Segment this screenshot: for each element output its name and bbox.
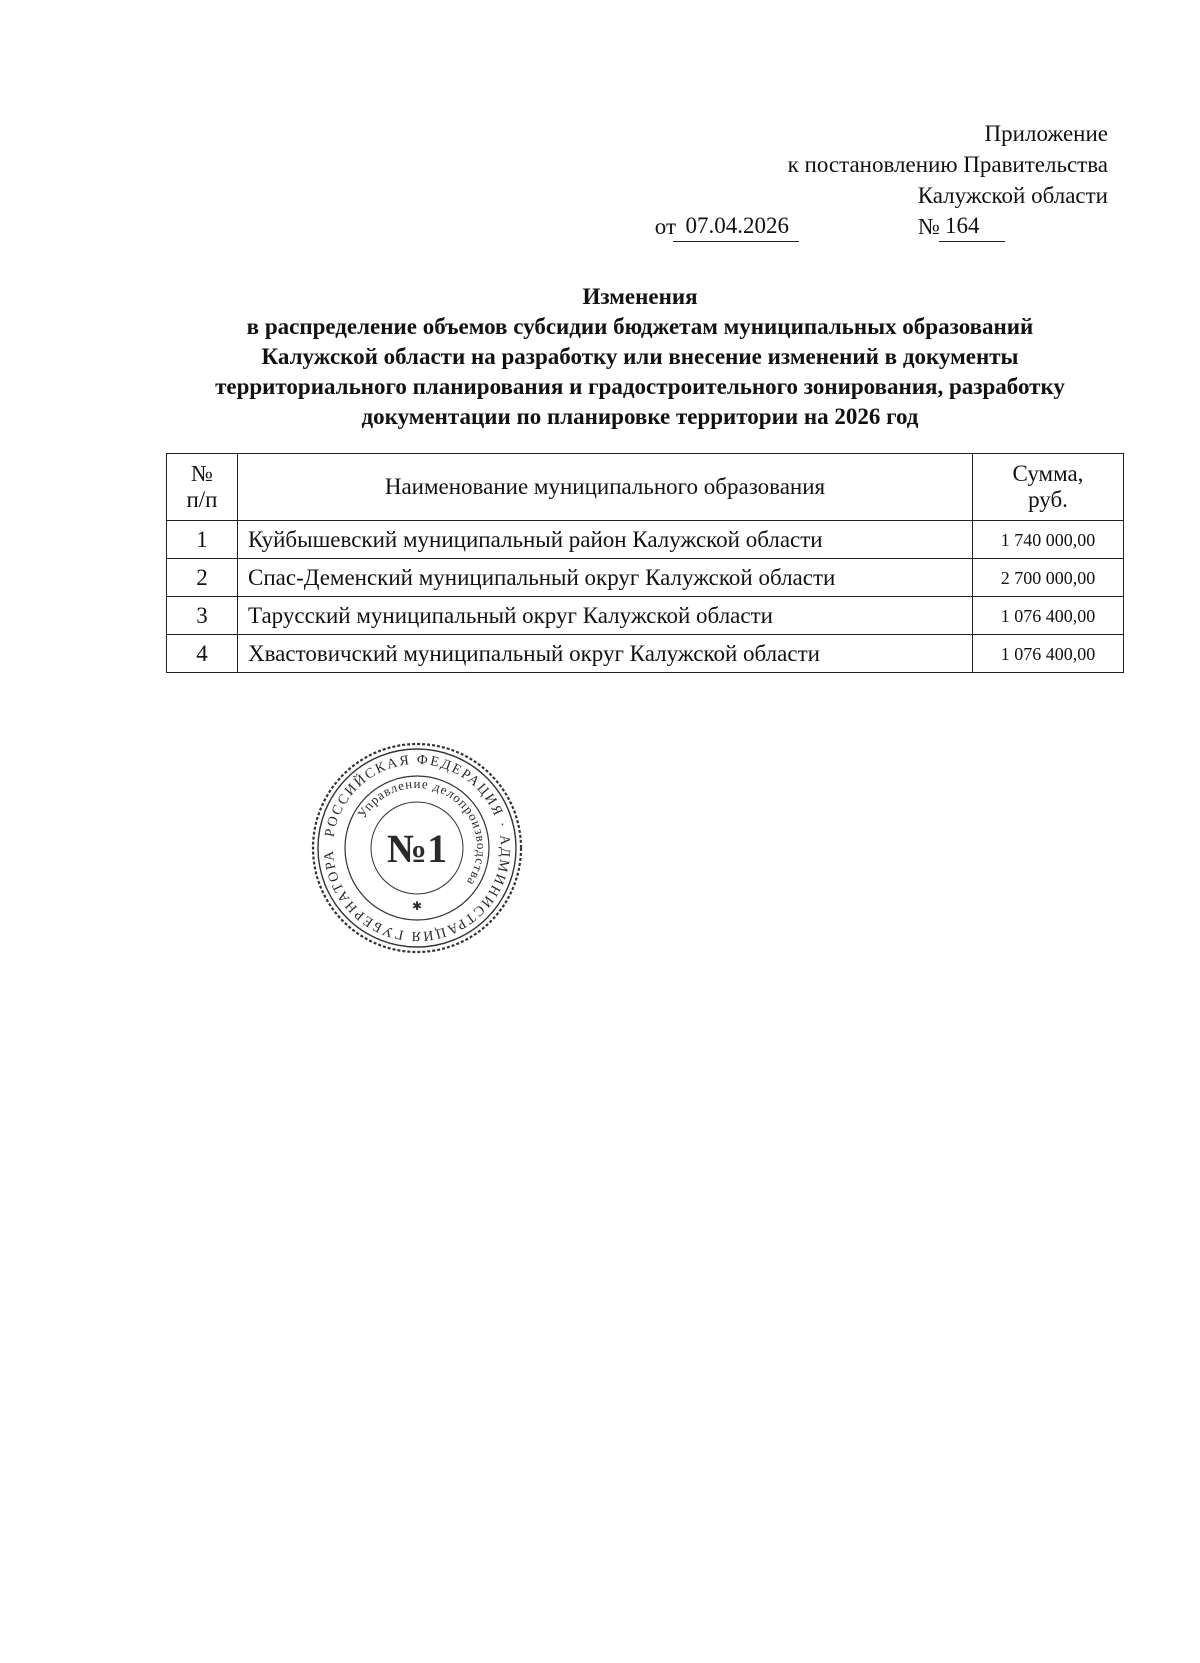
seal-star-icon: ✱ — [411, 899, 423, 913]
official-seal — [309, 740, 525, 956]
header-number-line-1: № — [191, 461, 213, 486]
header-sum — [973, 454, 1124, 521]
title-line-3: Калужской области на разработку или внесение изменений в документы — [261, 344, 1019, 369]
seal-center-number: №1 — [386, 826, 448, 871]
header-number-line-2: п/п — [186, 487, 218, 512]
row-sum: 1 740 000,00 — [973, 521, 1124, 559]
appendix-line-3: Калужской области — [917, 183, 1108, 208]
from-label: от — [654, 214, 676, 239]
row-name: Куйбышевский муниципальный район Калужской области — [238, 521, 973, 559]
row-name: Тарусский муниципальный округ Калужской области — [238, 597, 973, 635]
appendix-line-1: Приложение — [984, 121, 1108, 146]
document-title — [160, 282, 1120, 432]
seal-inner-text: Управление делопроизводства — [354, 775, 490, 890]
header-sum-line-2: руб. — [1028, 487, 1068, 512]
header-name: Наименование муниципального образования — [238, 454, 973, 521]
title-line-2: в распределение объемов субсидии бюджетам муниципальных образований — [246, 314, 1034, 339]
row-name: Спас-Деменский муниципальный округ Калужской области — [238, 559, 973, 597]
appendix-date-line — [588, 211, 1108, 242]
seal-graphic — [309, 740, 525, 956]
number-label: № — [918, 214, 940, 239]
resolution-number: 164 — [939, 211, 1005, 242]
seal-outer-text: РОССИЙСКАЯ ФЕДЕРАЦИЯ · АДМИНИСТРАЦИЯ ГУБЕРНАТОРА — [321, 752, 513, 944]
row-sum: 1 076 400,00 — [973, 597, 1124, 635]
table-row — [167, 597, 1124, 635]
title-line-4: территориального планирования и градостроительного зонирования, разработку — [215, 374, 1065, 399]
header-sum-line-1: Сумма, — [1012, 461, 1084, 486]
row-name: Хвастовичский муниципальный округ Калужской области — [238, 635, 973, 673]
table-row — [167, 559, 1124, 597]
row-sum: 2 700 000,00 — [973, 559, 1124, 597]
row-number: 3 — [167, 597, 238, 635]
table-header-row — [167, 454, 1124, 521]
header-number — [167, 454, 238, 521]
table-row — [167, 635, 1124, 673]
appendix-block — [588, 118, 1108, 242]
title-line-5: документации по планировке территории на 2026 год — [361, 404, 919, 429]
table-row — [167, 521, 1124, 559]
allocation-table — [166, 453, 1124, 673]
row-sum: 1 076 400,00 — [973, 635, 1124, 673]
row-number: 4 — [167, 635, 238, 673]
resolution-date: 07.04.2026 — [673, 211, 799, 242]
row-number: 2 — [167, 559, 238, 597]
appendix-line-2: к постановлению Правительства — [787, 152, 1108, 177]
title-line-1: Изменения — [582, 284, 698, 309]
row-number: 1 — [167, 521, 238, 559]
